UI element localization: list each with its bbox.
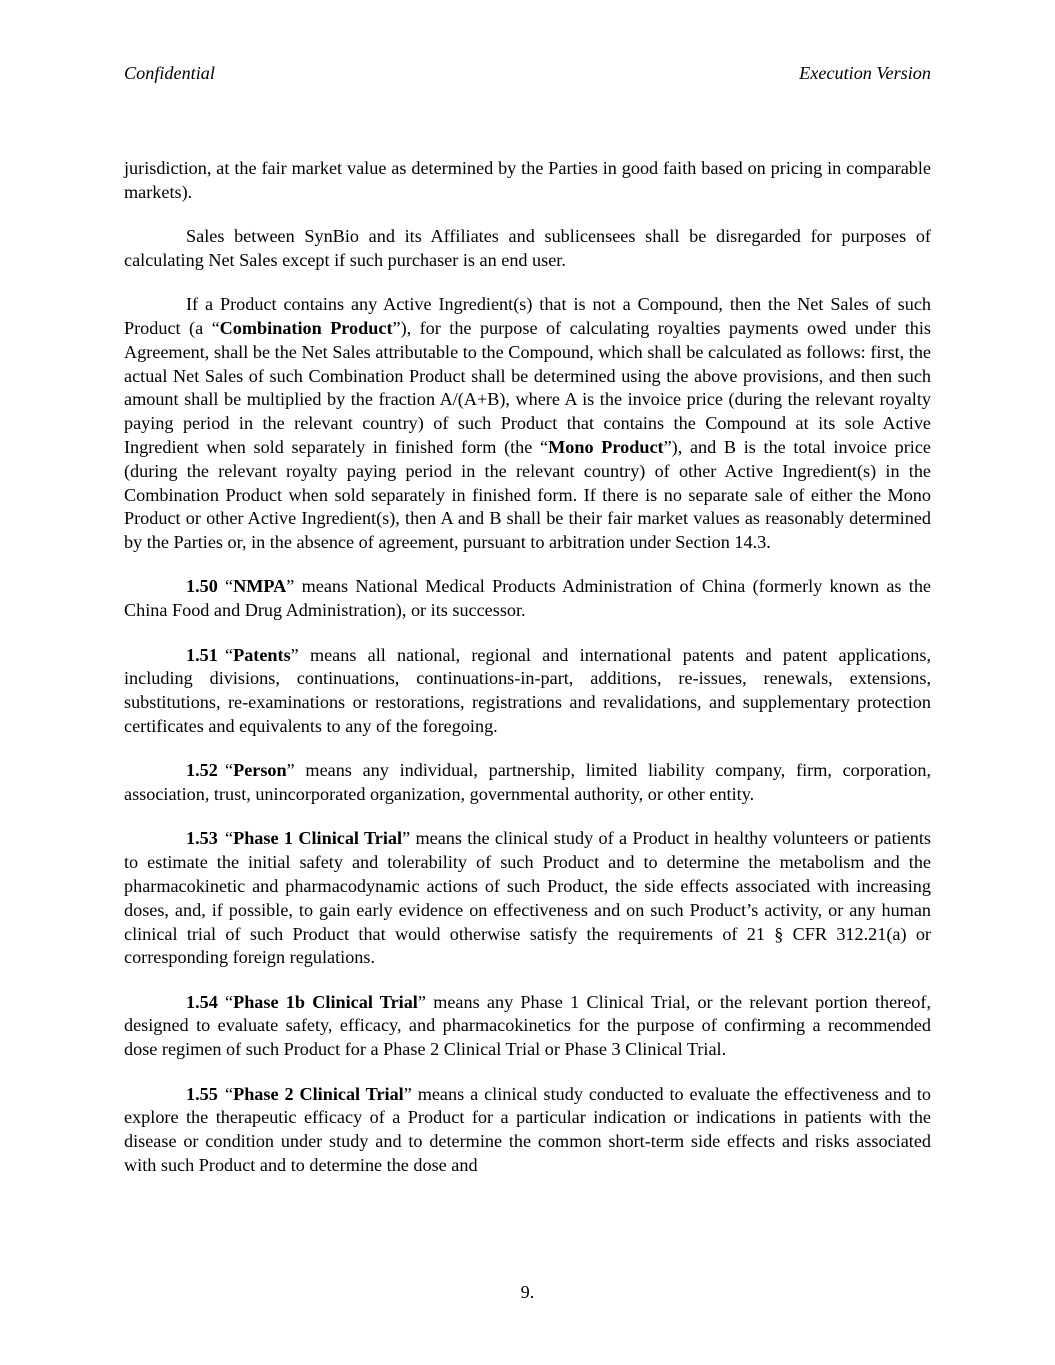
definition-text: ” means all national, regional and international patents and patent applications, including divisions, continuations, continuations-in-part, additions, re-issues, renewals, extensions, substitutions, re-examinations or restorations, registrations and revalidations, and supplementary protection certificates and equivalents to any of the foregoing.	[124, 644, 931, 736]
definition-1-55	[124, 1083, 931, 1178]
definition-text: ” means a clinical study conducted to evaluate the effectiveness and to explore the therapeutic efficacy of a Product for a particular indication or indications in patients with the disease or condition under study and to determine the common short-term side effects and risks associated with such Product and to determine the dose and	[124, 1083, 931, 1175]
defined-term: Combination Product	[219, 317, 393, 338]
page-number: 9.	[520, 1282, 535, 1302]
defined-term: Person	[233, 760, 287, 781]
definition-1-53	[124, 827, 931, 970]
open-quote: “	[225, 828, 234, 849]
section-number: 1.55	[186, 1083, 218, 1104]
section-number: 1.53	[186, 828, 218, 849]
open-quote: “	[225, 576, 234, 597]
defined-term: NMPA	[233, 576, 287, 597]
text-run: ”), and B is the total invoice price (during the relevant royalty paying period in the relevant country) of other Active Ingredient(s) in the Combination Product when sold separately in finished form. If there is no separate sale of either the Mono Product or other Active Ingredient(s), then A and B shall be their fair market values as reasonably determined by the Parties or, in the absence of agreement, pursuant to arbitration under Section 14.3.	[124, 436, 932, 553]
definition-1-54	[124, 991, 931, 1062]
section-number: 1.50	[186, 576, 218, 597]
definition-text: ” means the clinical study of a Product in healthy volunteers or patients to estimate the initial safety and tolerability of such Product and to determine the metabolism and the pharmacokinetic and pharmacodynamic actions of such Product, the side effects associated with increasing doses, and, if possible, to gain early evidence on effectiveness and on such Product’s activity, or any human clinical trial of such Product that would otherwise satisfy the requirements of 21 § CFR 312.21(a) or corresponding foreign regulations.	[124, 828, 931, 968]
definition-1-51	[124, 644, 931, 739]
header-execution-version: Execution Version	[799, 63, 931, 83]
open-quote: “	[225, 991, 234, 1012]
paragraph-affiliate-sales: Sales between SynBio and its Affiliates and sublicensees shall be disregarded for purposes of calculating Net Sales except if such purchaser is an end user.	[124, 226, 931, 270]
definition-1-52	[124, 759, 931, 807]
paragraph-continuation: jurisdiction, at the fair market value as determined by the Parties in good faith based on pricing in comparable markets).	[124, 158, 931, 202]
text-run: ”), for the purpose of calculating royalties payments owed under this Agreement, shall be the Net Sales attributable to the Compound, which shall be calculated as follows: first, the actual Net Sales of such Combination Product shall be determined using the above provisions, and then such amount shall be multiplied by the fraction A/(A+B), where A is the invoice price (during the relevant royalty paying period in the relevant country) of such Product that contains the Compound at its sole Active Ingredient when sold separately in finished form (the “	[124, 317, 931, 457]
open-quote: “	[225, 760, 234, 781]
definition-text: ” means any individual, partnership, limited liability company, firm, corporation, association, trust, unincorporated organization, governmental authority, or other entity.	[124, 760, 931, 805]
defined-term: Phase 1 Clinical Trial	[233, 828, 403, 849]
section-number: 1.54	[186, 991, 218, 1012]
defined-term: Phase 2 Clinical Trial	[233, 1083, 404, 1104]
open-quote: “	[225, 644, 234, 665]
defined-term: Phase 1b Clinical Trial	[233, 991, 418, 1012]
section-number: 1.52	[186, 760, 218, 781]
definition-text: ” means National Medical Products Administration of China (formerly known as the China Food and Drug Administration), or its successor.	[124, 576, 931, 621]
document-body	[124, 157, 931, 1198]
defined-term: Patents	[233, 644, 291, 665]
definition-text: ” means any Phase 1 Clinical Trial, or the relevant portion thereof, designed to evaluate safety, efficacy, and pharmacokinetics for the purpose of confirming a recommended dose regimen of such Product for a Phase 2 Clinical Trial or Phase 3 Clinical Trial.	[124, 991, 931, 1060]
header-confidential: Confidential	[124, 63, 215, 83]
paragraph-combination-product	[124, 293, 931, 555]
text-run: If a Product contains any Active Ingredient(s) that is not a Compound, then the Net Sales of such Product (a “	[124, 294, 931, 338]
open-quote: “	[225, 1083, 234, 1104]
defined-term: Mono Product	[548, 436, 664, 457]
section-number: 1.51	[186, 644, 218, 665]
definition-1-50	[124, 575, 931, 623]
